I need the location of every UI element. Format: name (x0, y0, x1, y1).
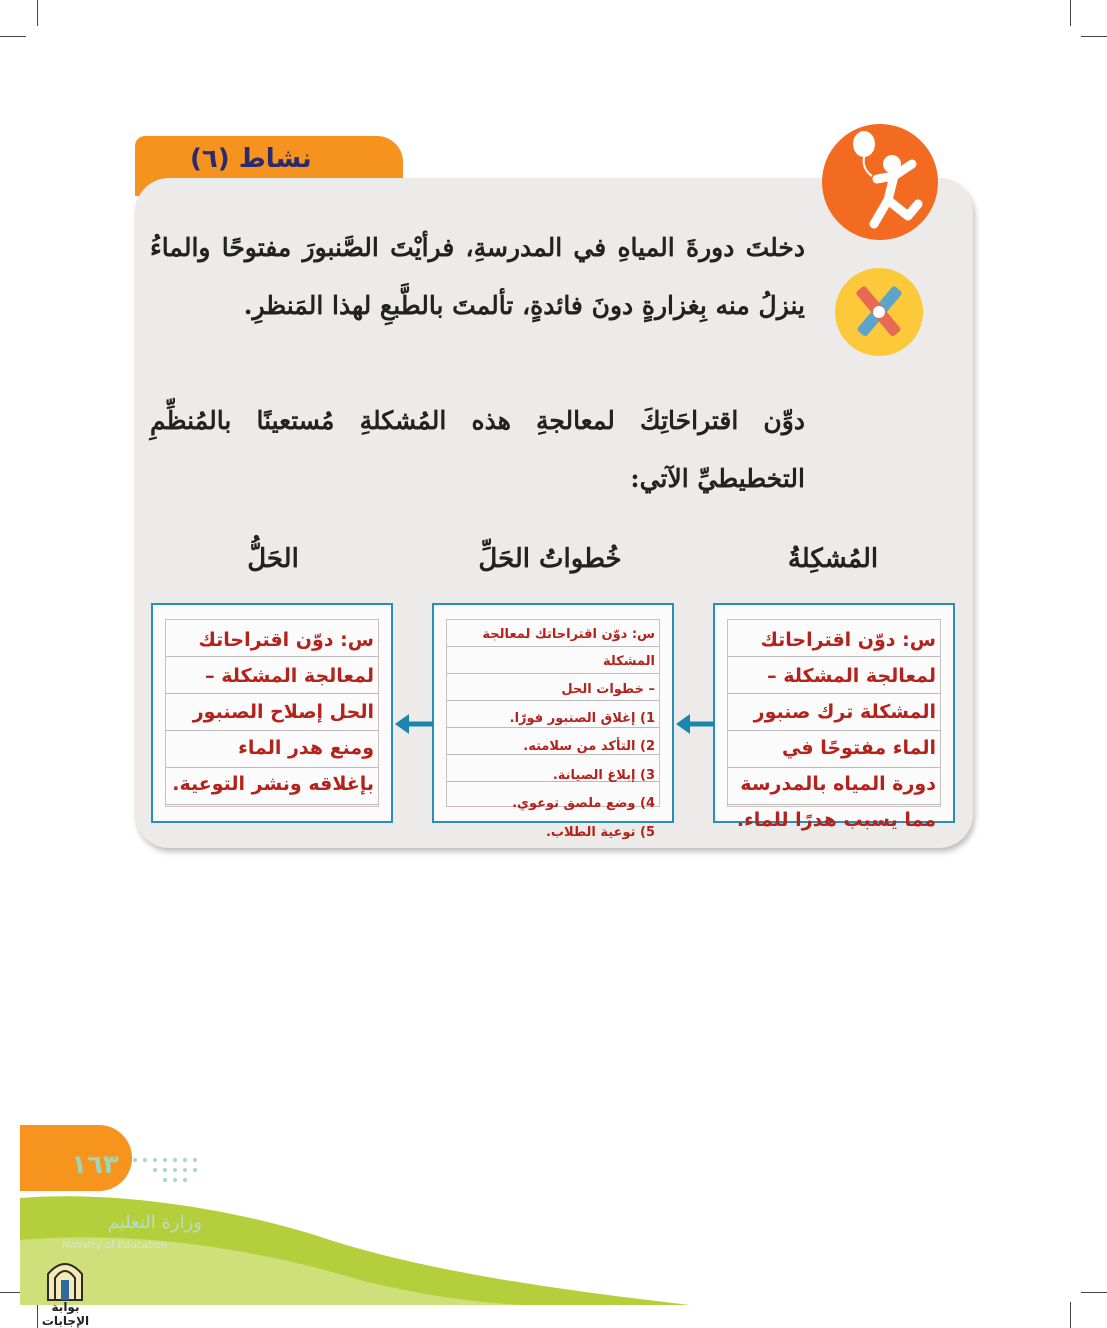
steps-line: 3) إبلاغ الصيانة. (552, 767, 655, 783)
steps-title: خُطواتُ الحَلِّ (478, 544, 622, 574)
crop-mark (1070, 0, 1071, 26)
crop-mark (1081, 1292, 1107, 1293)
steps-line: 4) وضع ملصق توعوي. (512, 796, 655, 811)
solution-box-lines (165, 619, 379, 807)
page-number: ١٦٣ (71, 1150, 119, 1180)
dots-pattern-icon (130, 1155, 200, 1195)
crop-mark (1070, 1302, 1071, 1328)
crop-mark (37, 0, 38, 26)
activity-title: نشاط (٦) (190, 144, 312, 174)
arrow-left-icon (393, 712, 433, 736)
answers-gate-label: بوابة الإجابات (41, 1300, 90, 1328)
steps-line: 1) إغلاق الصنبور فورًا. (509, 710, 655, 726)
solution-answer: س: دوّن اقتراحاتك لمعالجة المشكلة – الحل إصلاح الصنبور ومنع هدر الماء بإغلاقه ونشر التوعية. (172, 629, 374, 795)
activity-paragraph-1: دخلتَ دورةَ المياهِ في المدرسةِ، فرأيْتَ الصَّنبورَ مفتوحًا والماءُ ينزلُ منه بِغزارةٍ دونَ فائدةٍ، تألمتَ بالطَّبعِ لهذا المَنظرِ. (150, 233, 805, 320)
steps-box-lines (446, 619, 660, 840)
crop-mark (0, 36, 26, 37)
problem-box (713, 603, 955, 831)
solution-box (151, 603, 393, 823)
steps-line: 5) توعية الطلاب. (545, 824, 655, 840)
activity-paragraph-2: دوِّن اقتراحَاتِكَ لمعالجةِ هذه المُشكلةِ مُستعينًا بالمُنظِّمِ التخطيطيِّ الآتي: (150, 406, 805, 493)
steps-line: – خطوات الحل (561, 682, 655, 697)
arrow-left-icon (674, 712, 714, 736)
ministry-logo-subtext: Ministry of Education (62, 1240, 168, 1251)
activity-badge (822, 124, 938, 240)
pencil-tools-icon (835, 268, 923, 356)
steps-line: 2) التأكد من سلامته. (523, 739, 655, 754)
problem-box-lines (727, 619, 941, 831)
problem-title: المُشكِلةُ (787, 544, 879, 574)
steps-box (432, 603, 674, 840)
tools-badge (835, 268, 923, 356)
problem-answer: س: دوّن اقتراحاتك لمعالجة المشكلة – المشكلة ترك صنبور الماء مفتوحًا في دورة المياه بالمدرسة مما يسبب هدرًا للماء. (736, 629, 936, 831)
crop-mark (1081, 36, 1107, 37)
solution-title: الحَلُّ (247, 544, 299, 574)
answers-gate-logo-icon (44, 1256, 86, 1300)
ministry-logo-text: وزارة التعليم (107, 1212, 202, 1233)
steps-line: س: دوّن اقتراحاتك لمعالجة المشكلة (482, 627, 655, 669)
balloon-child-icon (822, 124, 938, 240)
